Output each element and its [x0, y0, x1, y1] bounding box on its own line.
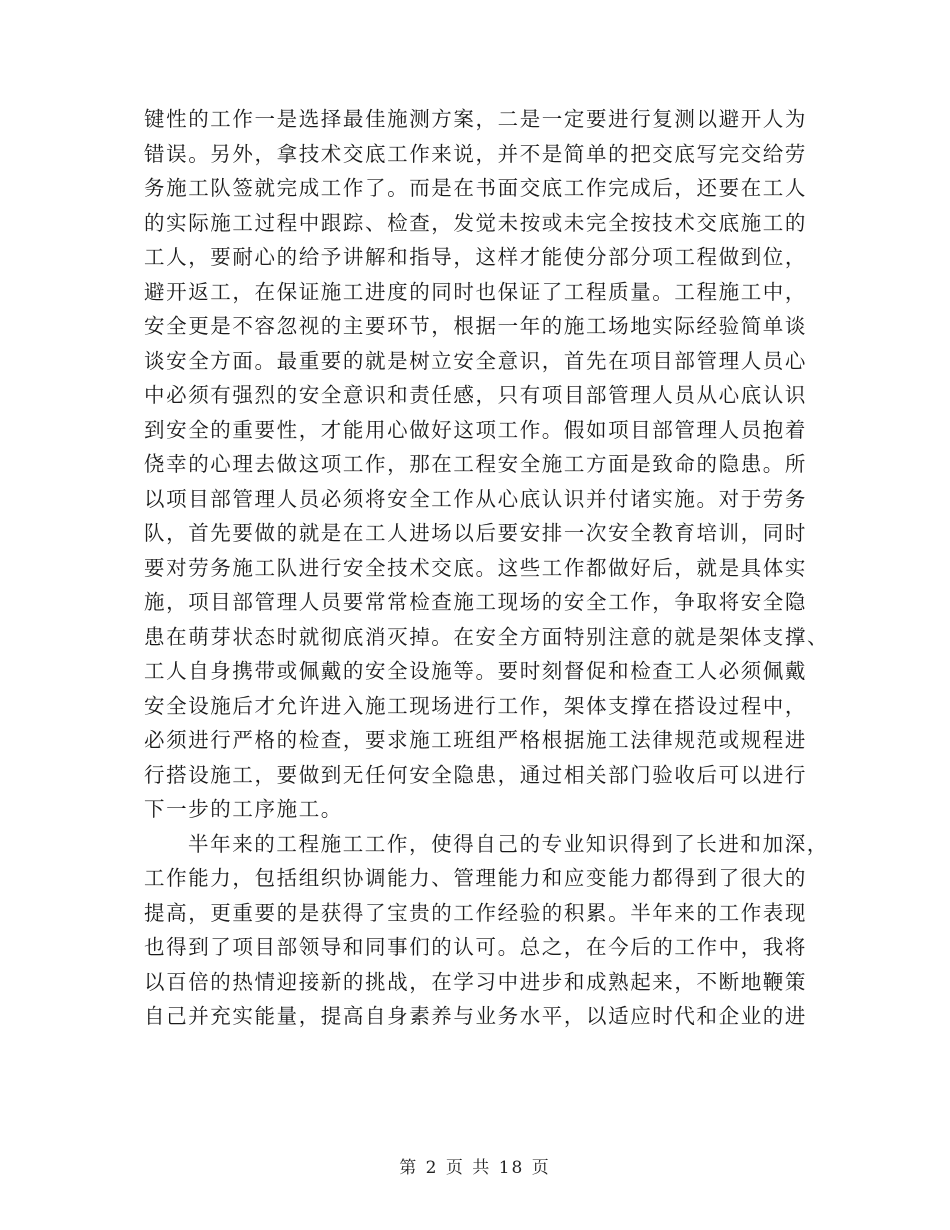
text-line: 工人自身携带或佩戴的安全设施等。要时刻督促和检查工人必须佩戴 — [144, 659, 807, 683]
text-line: 也得到了项目部领导和同事们的认可。总之，在今后的工作中，我将 — [144, 935, 807, 959]
body-text — [144, 102, 830, 1034]
text-line: 键性的工作一是选择最佳施测方案，二是一定要进行复测以避开人为 — [144, 107, 807, 131]
text-line: 工人，要耐心的给予讲解和指导，这样才能使分部分项工程做到位， — [144, 245, 807, 269]
text-line: 避开返工，在保证施工进度的同时也保证了工程质量。工程施工中， — [144, 279, 807, 304]
text-line: 以项目部管理人员必须将安全工作从心底认识并付诸实施。对于劳务 — [144, 486, 807, 511]
text-line: 必须进行严格的检查，要求施工班组严格根据施工法律规范或规程进 — [144, 728, 807, 752]
text-line: 谈安全方面。最重要的就是树立安全意识，首先在项目部管理人员心 — [144, 348, 807, 373]
paragraph-first-line: 半年来的工程施工工作，使得自己的专业知识得到了长进和加深， — [188, 831, 829, 856]
text-line: 要对劳务施工队进行安全技术交底。这些工作都做好后，就是具体实 — [144, 555, 807, 580]
text-line: 下一步的工序施工。 — [144, 797, 343, 821]
text-line: 侥幸的心理去做这项工作，那在工程安全施工方面是致命的隐患。所 — [144, 452, 807, 476]
text-line: 施，项目部管理人员要常常检查施工现场的安全工作，争取将安全隐 — [144, 590, 807, 614]
text-line: 务施工队签就完成工作了。而是在书面交底工作完成后，还要在工人 — [144, 176, 807, 200]
text-line: 工作能力，包括组织协调能力、管理能力和应变能力都得到了很大的 — [144, 866, 807, 890]
text-line: 患在萌芽状态时就彻底消灭掉。在安全方面特别注意的就是架体支撑、 — [144, 624, 830, 649]
text-line: 安全设施后才允许进入施工现场进行工作，架体支撑在搭设过程中， — [144, 693, 807, 718]
page-footer: 第 2 页 共 18 页 — [399, 1158, 551, 1178]
text-line: 以百倍的热情迎接新的挑战，在学习中进步和成熟起来，不断地鞭策 — [144, 969, 807, 994]
text-line: 队，首先要做的就是在工人进场以后要安排一次安全教育培训，同时 — [144, 521, 807, 545]
text-line: 安全更是不容忽视的主要环节，根据一年的施工场地实际经验简单谈 — [144, 314, 807, 338]
text-line: 提高，更重要的是获得了宝贵的工作经验的积累。半年来的工作表现 — [144, 900, 807, 925]
text-line: 中必须有强烈的安全意识和责任感，只有项目部管理人员从心底认识 — [144, 383, 807, 407]
text-line: 自己并充实能量，提高自身素养与业务水平，以适应时代和企业的进 — [144, 1004, 807, 1028]
text-line: 到安全的重要性，才能用心做好这项工作。假如项目部管理人员抱着 — [144, 417, 807, 442]
text-line: 行搭设施工，要做到无任何安全隐患，通过相关部门验收后可以进行 — [144, 762, 807, 787]
text-line: 的实际施工过程中跟踪、检查，发觉未按或未完全按技术交底施工的 — [144, 210, 807, 235]
text-line: 错误。另外，拿技术交底工作来说，并不是简单的把交底写完交给劳 — [144, 141, 807, 166]
